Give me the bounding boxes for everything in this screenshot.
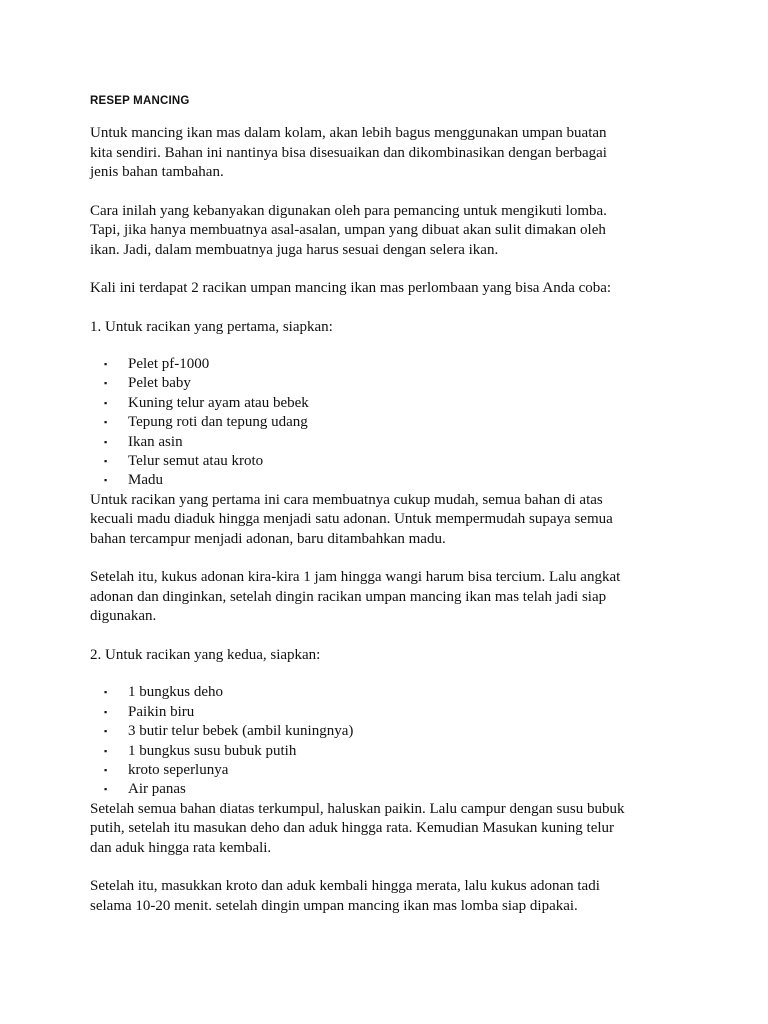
bullet-icon: ▪ bbox=[104, 726, 108, 737]
ingredient-text: Madu bbox=[128, 472, 163, 489]
ingredient-text: Tepung roti dan tepung udang bbox=[128, 414, 308, 431]
recipe-2-step-1: Setelah semua bahan diatas terkumpul, haluskan paikin. Lalu campur dengan susu bubuk putih, setelah itu masukan deho dan aduk hingga rata. Kemudian Masukan kuning telur dan aduk hingga rata kembali. bbox=[90, 800, 625, 856]
bullet-icon: ▪ bbox=[104, 764, 108, 775]
bullet-icon: ▪ bbox=[104, 475, 108, 486]
bullet-icon: ▪ bbox=[104, 456, 108, 467]
recipe-1-ingredient-list bbox=[90, 355, 690, 491]
list-item bbox=[90, 394, 690, 413]
recipe-2-ingredient-list bbox=[90, 683, 690, 799]
bullet-icon: ▪ bbox=[104, 436, 108, 447]
recipe-2-heading: 2. Untuk racikan yang kedua, siapkan: bbox=[90, 646, 321, 663]
list-item bbox=[90, 452, 690, 471]
ingredient-text: Ikan asin bbox=[128, 433, 183, 450]
bullet-icon: ▪ bbox=[104, 397, 108, 408]
list-item bbox=[90, 683, 690, 702]
list-item bbox=[90, 355, 690, 374]
ingredient-text: Paikin biru bbox=[128, 703, 195, 720]
list-item bbox=[90, 413, 690, 432]
list-item bbox=[90, 703, 690, 722]
ingredient-text: kroto seperlunya bbox=[128, 761, 229, 778]
bullet-icon: ▪ bbox=[104, 378, 108, 389]
ingredient-text: Pelet baby bbox=[128, 375, 191, 392]
list-item bbox=[90, 374, 690, 393]
ingredient-text: Kuning telur ayam atau bebek bbox=[128, 394, 309, 411]
recipe-1-step-1: Untuk racikan yang pertama ini cara membuatnya cukup mudah, semua bahan di atas kecuali madu diaduk hingga menjadi satu adonan. Untuk mempermudah supaya semua bahan tercampur menjadi adonan, baru ditambahkan madu. bbox=[90, 491, 613, 547]
recipe-2-step-2: Setelah itu, masukkan kroto dan aduk kembali hingga merata, lalu kukus adonan tadi selama 10-20 menit. setelah dingin umpan mancing ikan mas lomba siap dipakai. bbox=[90, 878, 600, 914]
recipe-1-heading: 1. Untuk racikan yang pertama, siapkan: bbox=[90, 318, 333, 335]
method-paragraph: Cara inilah yang kebanyakan digunakan oleh para pemancing untuk mengikuti lomba. Tapi, jika hanya membuatnya asal-asalan, umpan yang dibuat akan sulit dimakan oleh ikan. Jadi, dalam membuatnya juga harus sesuai dengan selera ikan. bbox=[90, 202, 607, 258]
list-item bbox=[90, 761, 690, 780]
list-item bbox=[90, 742, 690, 761]
bullet-icon: ▪ bbox=[104, 359, 108, 369]
ingredient-text: 1 bungkus susu bubuk putih bbox=[128, 742, 297, 759]
bullet-icon: ▪ bbox=[104, 706, 108, 717]
ingredient-text: Pelet pf-1000 bbox=[128, 356, 210, 372]
list-item bbox=[90, 722, 690, 741]
bullet-icon: ▪ bbox=[104, 687, 108, 698]
list-item bbox=[90, 433, 690, 452]
bullet-icon: ▪ bbox=[104, 417, 108, 428]
list-item bbox=[90, 471, 690, 490]
ingredient-text: 1 bungkus deho bbox=[128, 684, 223, 701]
bullet-icon: ▪ bbox=[104, 745, 108, 756]
intro-paragraph: Untuk mancing ikan mas dalam kolam, akan lebih bagus menggunakan umpan buatan kita sendiri. Bahan ini nantinya bisa disesuaikan dan dikombinasikan dengan berbagai jenis bahan tambahan. bbox=[90, 125, 607, 180]
ingredient-text: Telur semut atau kroto bbox=[128, 453, 264, 470]
ingredient-text: Air panas bbox=[128, 781, 186, 798]
document-title: RESEP MANCING bbox=[90, 95, 190, 107]
list-item bbox=[90, 780, 690, 799]
document-body bbox=[90, 93, 690, 935]
ingredient-text: 3 butir telur bebek (ambil kuningnya) bbox=[128, 723, 354, 740]
bullet-icon: ▪ bbox=[104, 784, 108, 795]
recipes-intro-paragraph: Kali ini terdapat 2 racikan umpan mancing ikan mas perlombaan yang bisa Anda coba: bbox=[90, 280, 612, 296]
recipe-1-step-2: Setelah itu, kukus adonan kira-kira 1 jam hingga wangi harum bisa tercium. Lalu angkat adonan dan dinginkan, setelah dingin racikan umpan mancing ikan mas telah jadi siap digunakan. bbox=[90, 569, 621, 625]
